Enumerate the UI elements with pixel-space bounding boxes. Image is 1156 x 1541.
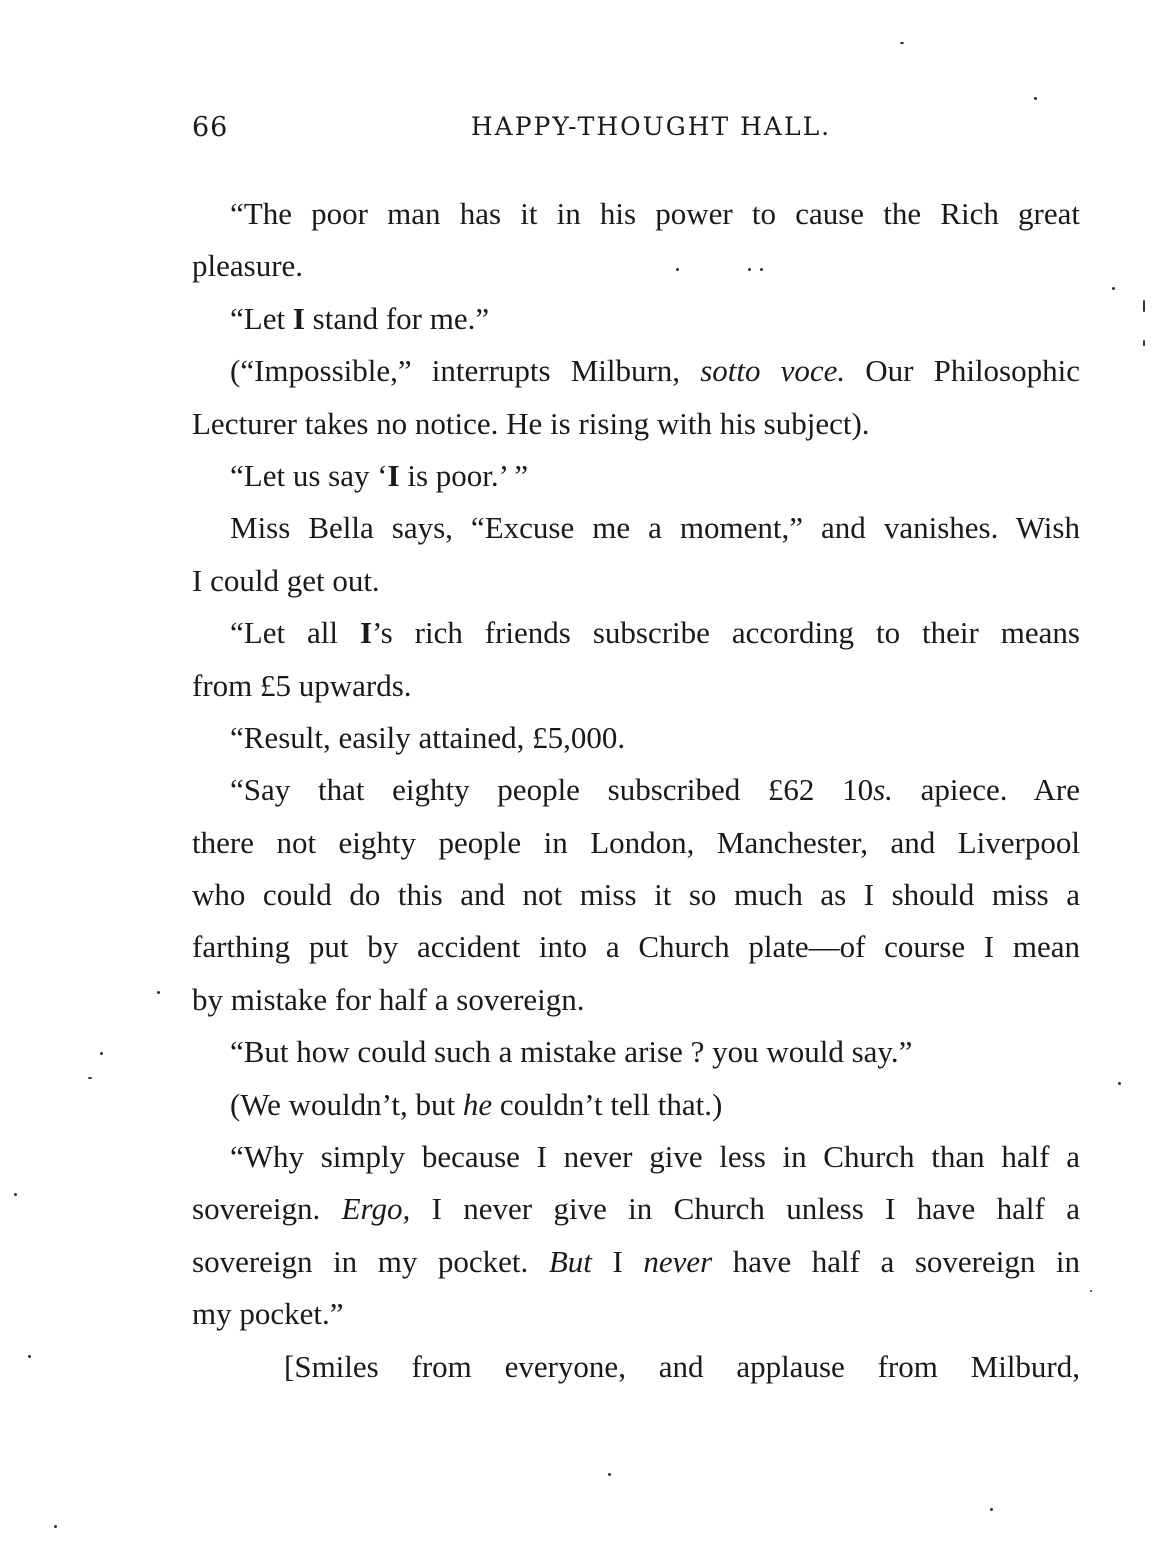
text-line [192, 555, 1080, 607]
scan-speck [608, 1473, 611, 1476]
text-span: sovereign in my pocket. [192, 1243, 549, 1279]
text-span: I could get out. [192, 562, 380, 598]
text-span: my pocket.” [192, 1296, 344, 1332]
text-span: is poor.’ ” [399, 457, 529, 493]
text-line [192, 240, 1080, 292]
text-span: [Smiles from everyone, and applause from Milburd, [284, 1348, 1080, 1384]
scan-speck [1118, 1082, 1121, 1085]
text-span: Lecturer takes no notice. He is rising with his subject). [192, 405, 870, 441]
text-span: “Say that eighty people subscribed £62 10 [230, 772, 874, 808]
italic-span: sotto voce. [700, 353, 846, 389]
text-span: Miss Bella says, “Excuse me a moment,” and vanishes. Wish [230, 510, 1080, 546]
italic-span: Ergo, [341, 1191, 411, 1227]
text-line [192, 1341, 1080, 1393]
text-span: who could do this and not miss it so much as I should miss a [192, 877, 1080, 913]
text-line [192, 1026, 1080, 1078]
scan-speck [157, 991, 160, 994]
italic-span: he [462, 1086, 493, 1122]
text-span: “Why simply because I never give less in Church than half a [230, 1139, 1080, 1175]
page-body [192, 188, 1080, 1393]
text-line [192, 607, 1080, 659]
text-line [192, 450, 1080, 502]
bold-span: I [359, 615, 373, 651]
text-line [192, 502, 1080, 554]
text-span: pleasure. [192, 248, 304, 284]
text-span: from £5 upwards. [192, 667, 412, 703]
scan-speck [14, 1193, 17, 1196]
text-line [192, 660, 1080, 712]
scan-speck [54, 1525, 57, 1528]
text-line [192, 293, 1080, 345]
text-span: I [591, 1243, 644, 1279]
text-span: apiece. Are [892, 772, 1080, 808]
text-span: (We wouldn’t, but [230, 1086, 463, 1122]
text-line [192, 921, 1080, 973]
text-span: ’s rich friends subscribe according to their means [372, 615, 1080, 651]
scan-speck [676, 268, 679, 271]
text-line [192, 1131, 1080, 1183]
italic-span: s. [873, 772, 893, 808]
text-line [192, 1183, 1080, 1235]
text-span: “Let [230, 300, 293, 336]
scan-speck [1143, 340, 1145, 346]
text-line [192, 764, 1080, 816]
text-span: farthing put by accident into a Church plate—of course I mean [192, 929, 1080, 965]
scan-speck [900, 42, 904, 44]
text-span: “The poor man has it in his power to cause the Rich great [230, 196, 1080, 231]
text-line [192, 345, 1080, 397]
text-span: there not eighty people in London, Manchester, and Liverpool [192, 824, 1080, 860]
italic-span: But [548, 1243, 592, 1279]
text-line [192, 188, 1080, 240]
text-span: stand for me.” [304, 300, 490, 336]
scan-speck [88, 1077, 92, 1079]
scan-speck [1034, 97, 1037, 100]
text-line [192, 712, 1080, 764]
scan-speck [1090, 1290, 1092, 1292]
text-span: “Result, easily attained, £5,000. [230, 719, 626, 755]
text-span: by mistake for half a sovereign. [192, 981, 585, 1017]
text-line [192, 1236, 1080, 1288]
text-line [192, 398, 1080, 450]
text-line [192, 817, 1080, 869]
bold-span: I [387, 457, 400, 493]
italic-span: never [643, 1243, 713, 1279]
text-line [192, 1288, 1080, 1340]
bold-span: I [292, 300, 305, 336]
text-span: I never give in Church unless I have half a [410, 1191, 1080, 1227]
text-span: (“Impossible,” interrupts Milburn, [230, 353, 701, 389]
scan-speck [1112, 287, 1115, 290]
text-span: “Let us say ‘ [230, 457, 388, 493]
scan-speck [990, 1508, 993, 1511]
text-span: have half a sovereign in [712, 1243, 1080, 1279]
text-span: Our Philosophic [845, 353, 1080, 389]
page-header [192, 112, 1080, 152]
text-span: sovereign. [192, 1191, 342, 1227]
running-title: HAPPY-THOUGHT HALL. [470, 112, 832, 141]
scan-speck [28, 1355, 31, 1358]
page-number: 66 [192, 112, 229, 143]
text-span: couldn’t tell that.) [492, 1086, 723, 1122]
scan-speck [100, 1052, 103, 1055]
scan-speck [748, 268, 751, 271]
text-line [192, 974, 1080, 1026]
text-span: “But how could such a mistake arise ? you would say.” [230, 1034, 913, 1070]
scan-speck [1143, 300, 1145, 312]
scan-speck [760, 268, 763, 271]
text-span: “Let all [230, 615, 360, 651]
text-line [192, 1079, 1080, 1131]
text-line [192, 869, 1080, 921]
